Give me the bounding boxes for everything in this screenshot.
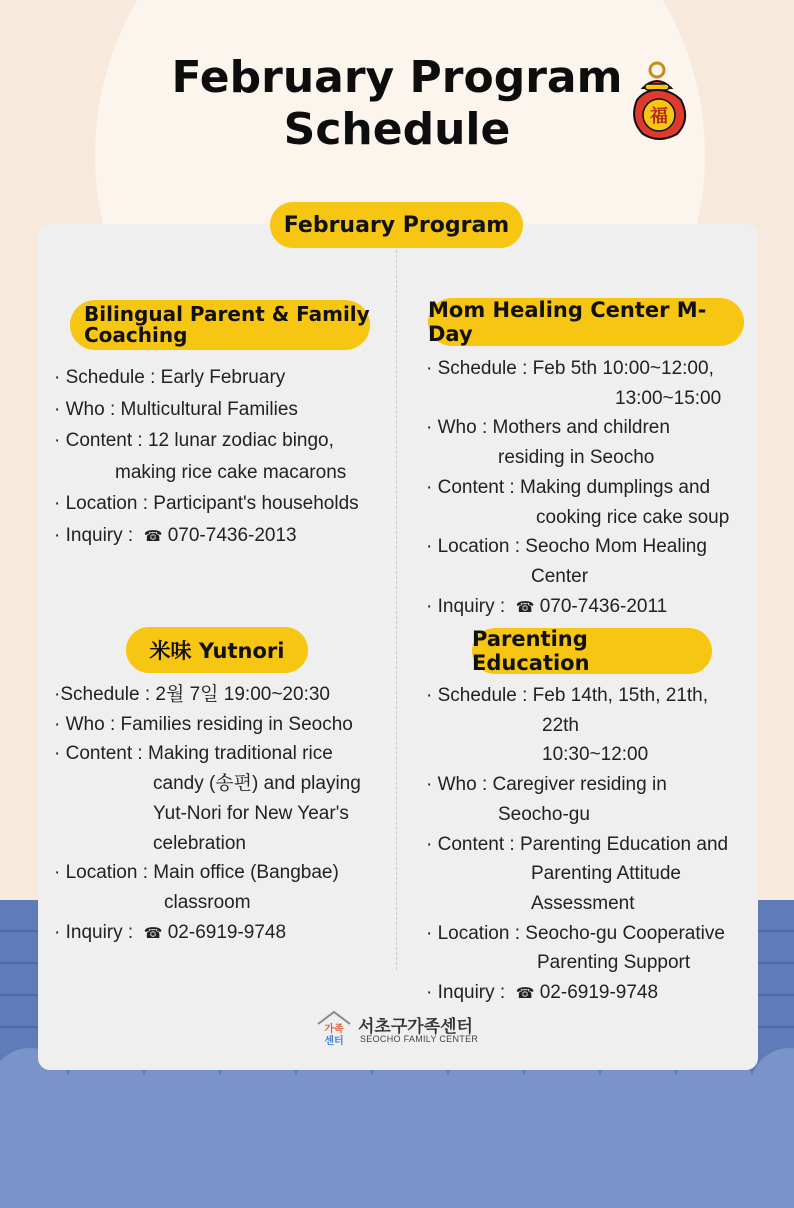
detail-line: Center <box>531 565 589 587</box>
bilingual-details <box>54 362 359 552</box>
inquiry-label: · Inquiry : <box>426 982 506 1004</box>
detail-line: · Location : Main office (Bangbae) <box>54 862 339 884</box>
inquiry-line <box>426 978 728 1009</box>
phone-number: 02-6919-9748 <box>539 982 659 1004</box>
inquiry-label: · Inquiry : <box>426 595 506 617</box>
inquiry-line <box>54 918 361 949</box>
inquiry-label: · Inquiry : <box>54 524 134 546</box>
detail-line: ·Schedule : 2월 7일 19:00~20:30 <box>54 684 330 705</box>
lucky-pouch-icon <box>625 60 697 142</box>
detail-line: cooking rice cake soup <box>536 506 730 528</box>
detail-line: · Location : Seocho-gu Cooperative <box>426 922 725 944</box>
logo-english-name: SEOCHO FAMILY CENTER <box>360 1034 479 1044</box>
detail-line: Seocho-gu <box>498 803 590 825</box>
section-title-yutnori: 米味 Yutnori <box>126 627 308 673</box>
detail-line: · Who : Multicultural Families <box>54 398 298 420</box>
detail-line: making rice cake macarons <box>115 461 347 483</box>
section-title-bilingual <box>70 300 370 350</box>
page-title-line-2: Schedule <box>283 104 511 155</box>
parenting-details <box>426 681 728 1009</box>
detail-line: · Schedule : Feb 5th 10:00~12:00, <box>426 358 714 379</box>
logo-mark-top: 가족 <box>324 1024 344 1035</box>
logo-korean-name: 서초구가족센터 <box>358 1017 473 1037</box>
phone-icon: ☎ <box>515 598 535 616</box>
detail-line: · Who : Caregiver residing in <box>426 774 667 796</box>
section-title-mday: Mom Healing Center M-Day <box>428 298 744 346</box>
detail-line: · Who : Families residing in Seocho <box>54 713 353 735</box>
section-title-bilingual-line-1: Bilingual Parent & Family <box>84 302 370 326</box>
column-divider <box>396 240 397 970</box>
logo-mark-bottom: 센터 <box>324 1036 344 1047</box>
phone-icon: ☎ <box>515 985 535 1003</box>
detail-line: · Content : Parenting Education and <box>426 833 729 855</box>
mday-details <box>426 354 729 622</box>
detail-line: candy (송편) and playing <box>153 773 361 795</box>
inquiry-line <box>54 520 359 553</box>
detail-line: celebration <box>153 832 246 854</box>
detail-line: 10:30~12:00 <box>542 744 649 766</box>
phone-icon: ☎ <box>143 527 163 545</box>
phone-number: 070-7436-2013 <box>167 524 297 546</box>
detail-line: Parenting Attitude <box>531 863 681 885</box>
section-title-parenting: Parenting Education <box>472 628 712 674</box>
pouch-character: 福 <box>650 106 668 127</box>
inquiry-label: · Inquiry : <box>54 921 134 943</box>
detail-line: Yut-Nori for New Year's <box>153 802 349 824</box>
yutnori-details <box>54 680 361 948</box>
detail-line: 22th <box>542 714 579 736</box>
february-program-label: February Program <box>270 202 523 248</box>
detail-line: · Content : Making traditional rice <box>54 743 333 765</box>
detail-line: · Location : Seocho Mom Healing <box>426 536 707 558</box>
detail-line: Parenting Support <box>537 952 691 974</box>
detail-line: 13:00~15:00 <box>615 387 722 409</box>
detail-line: Assessment <box>531 892 635 914</box>
phone-icon: ☎ <box>143 924 163 942</box>
phone-number: 02-6919-9748 <box>167 921 287 943</box>
detail-line: · Schedule : Early February <box>54 367 286 388</box>
page-title-line-1: February Program <box>171 52 623 103</box>
detail-line: · Location : Participant's households <box>54 493 359 514</box>
detail-line: · Schedule : Feb 14th, 15th, 21th, <box>426 685 709 706</box>
seocho-family-center-logo <box>312 1008 492 1048</box>
house-logo-icon <box>314 1008 354 1048</box>
inquiry-line <box>426 592 729 623</box>
detail-line: · Content : Making dumplings and <box>426 476 711 498</box>
detail-line: · Who : Mothers and children <box>426 417 670 439</box>
detail-line: classroom <box>164 891 251 913</box>
detail-line: · Content : 12 lunar zodiac bingo, <box>54 430 334 451</box>
phone-number: 070-7436-2011 <box>539 595 668 617</box>
section-title-bilingual-line-2: Coaching <box>84 323 188 347</box>
detail-line: residing in Seocho <box>498 447 655 469</box>
